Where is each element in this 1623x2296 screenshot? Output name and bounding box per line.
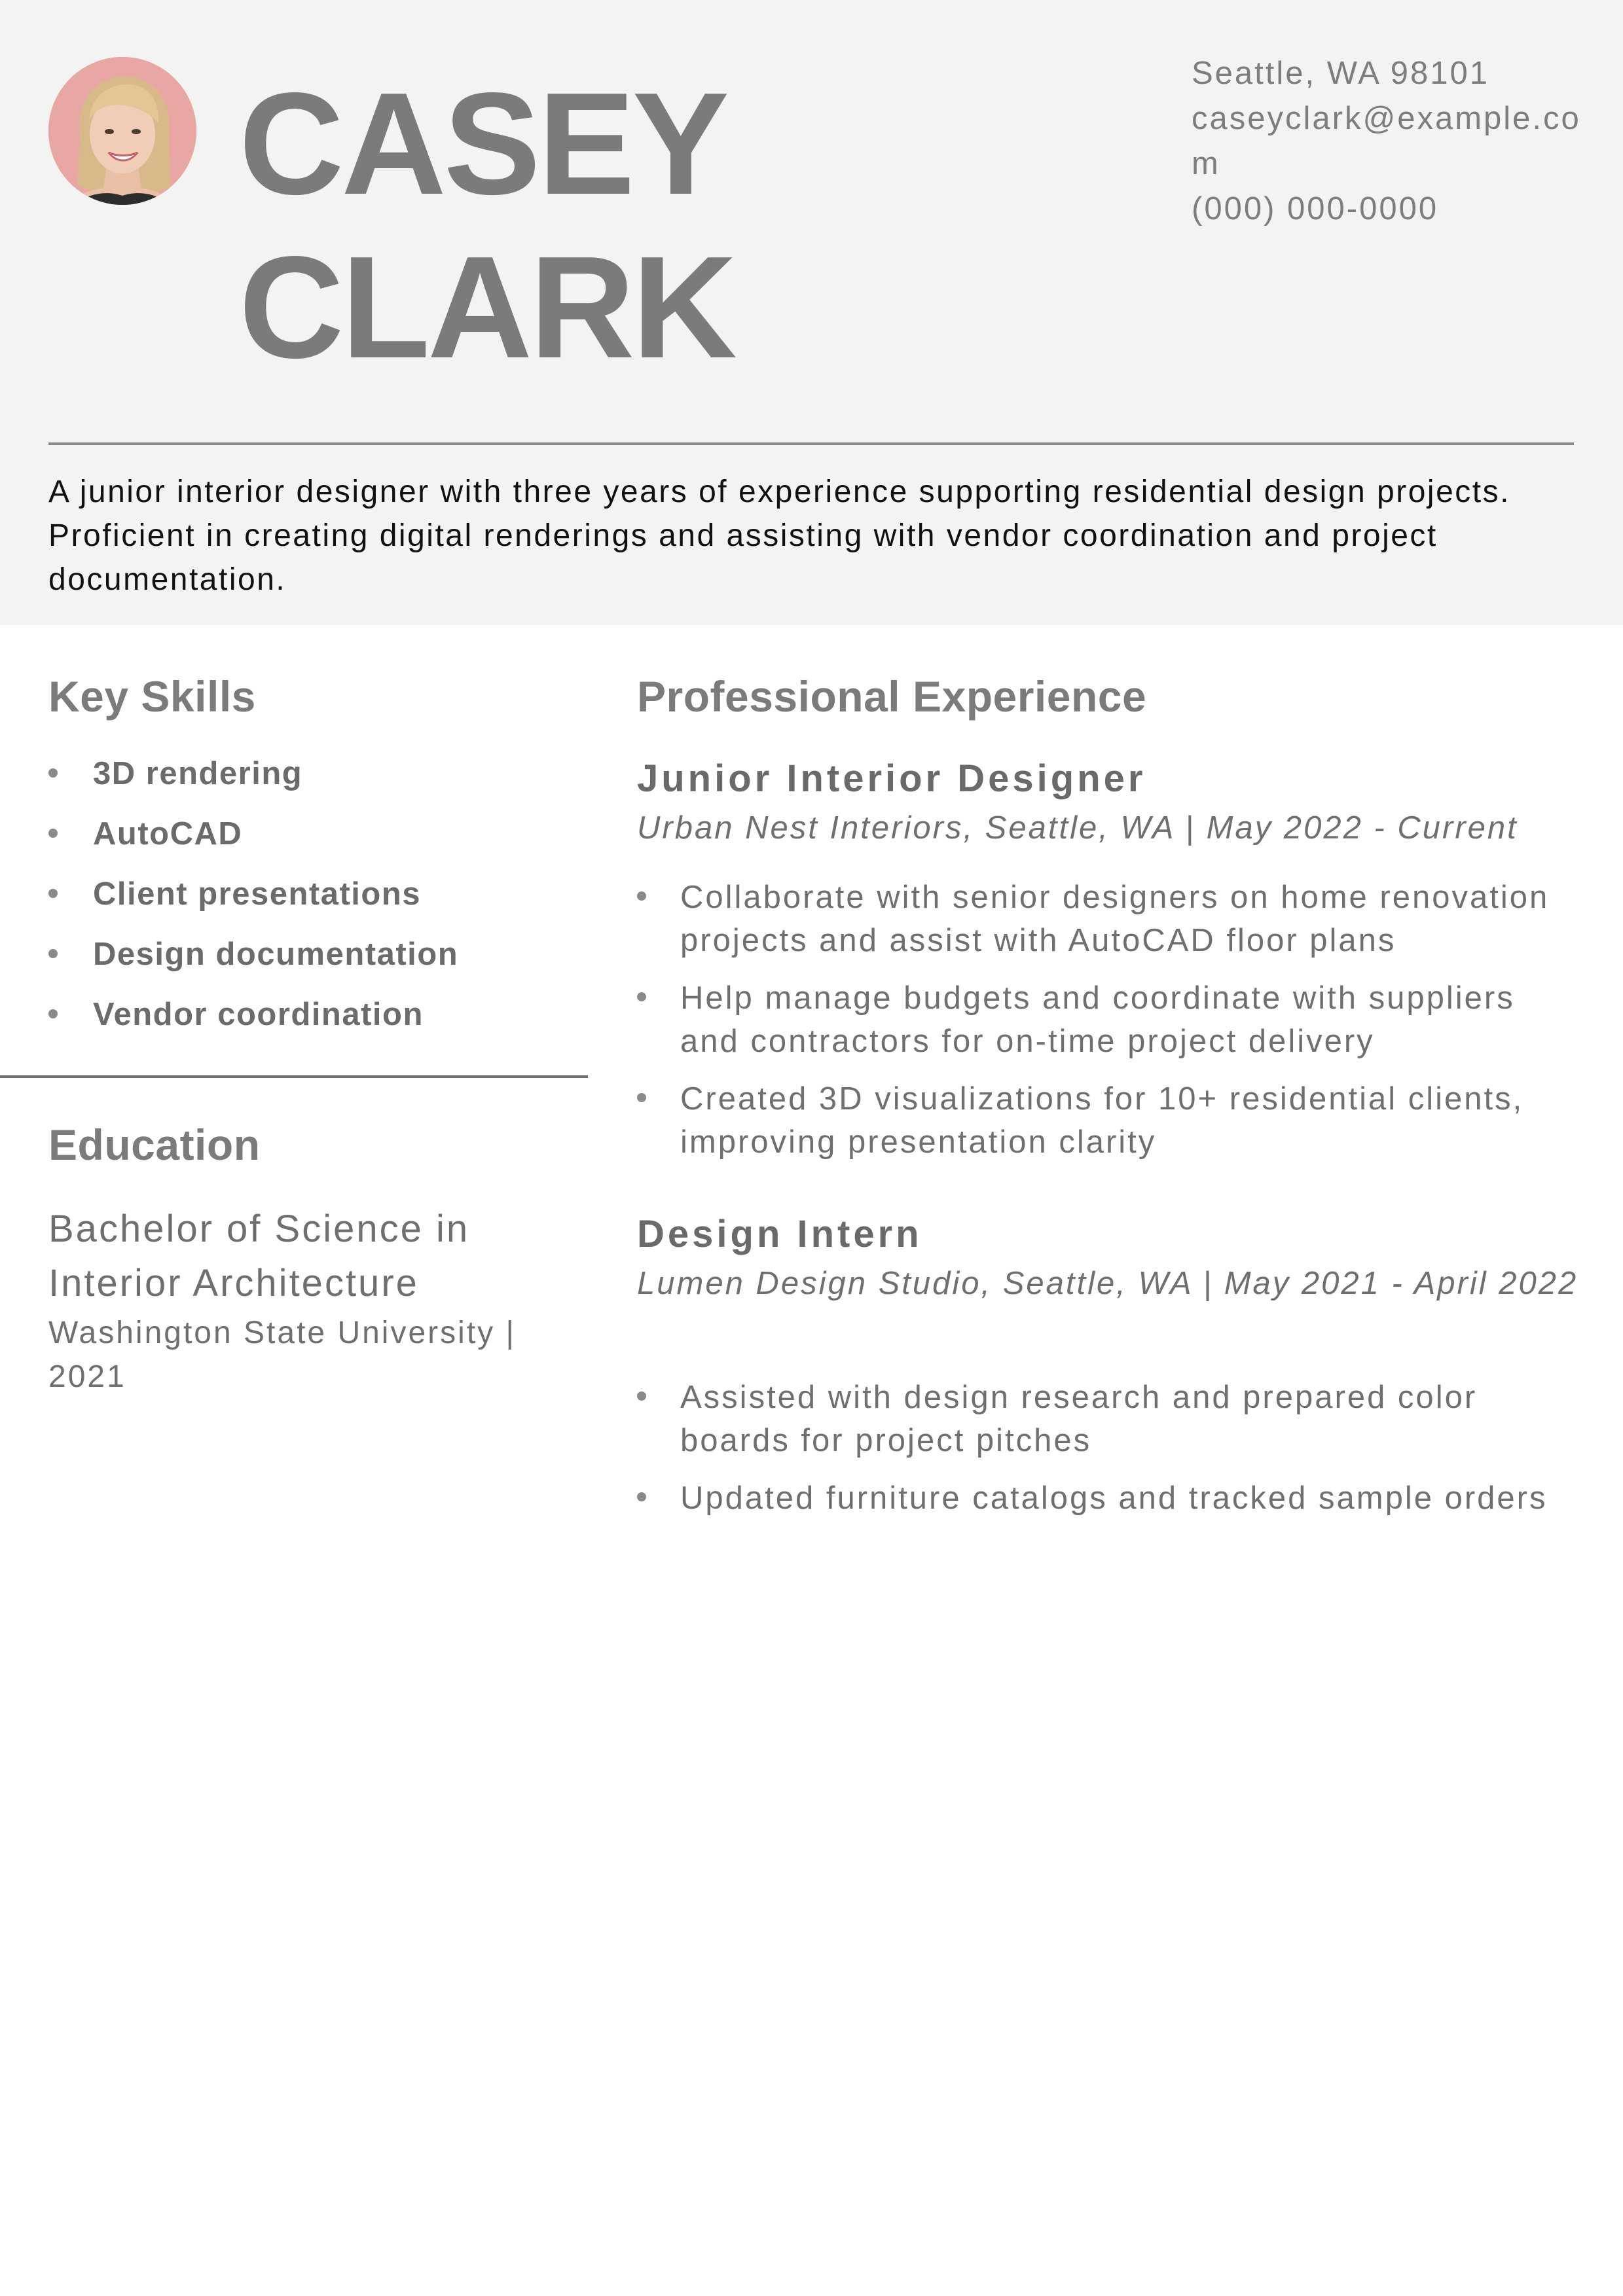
education-heading: Education: [48, 1121, 261, 1169]
contact-phone: (000) 000-0000: [1192, 191, 1439, 226]
name-first: CASEY: [239, 63, 727, 225]
job-bullet-text: Collaborate with senior designers on home renovation projects and assist with AutoCAD floor plans: [680, 880, 1550, 958]
contact-block: [1192, 51, 1584, 232]
skill-item: [48, 749, 572, 810]
experience-heading: Professional Experience: [637, 672, 1147, 721]
job-bullet: [637, 1477, 1580, 1520]
job-bullet-text: Created 3D visualizations for 10+ residential clients, improving presentation clarity: [680, 1081, 1524, 1160]
professional-summary: A junior interior designer with three years of experience supporting residential design projects. Proficient in creating digital renderings and assisting with vendor coordination and project documentation.: [48, 475, 1510, 597]
skill-item: [48, 810, 572, 870]
job-bullet: [637, 977, 1580, 1063]
name-last: CLARK: [239, 226, 735, 389]
job-title: Design Intern: [637, 1213, 922, 1255]
skill-item: [48, 990, 572, 1050]
education-degree: Bachelor of Science in Interior Architecture: [48, 1208, 470, 1304]
job-meta: Lumen Design Studio, Seattle, WA | May 2021 - April 2022: [637, 1266, 1578, 1301]
job-bullets: [637, 876, 1580, 1164]
job-bullet-text: Assisted with design research and prepared color boards for project pitches: [680, 1380, 1478, 1458]
avatar: [48, 57, 196, 205]
education-school: Washington State University | 2021: [48, 1316, 516, 1394]
skills-list: [48, 749, 572, 1050]
bullet-dot: [637, 1492, 646, 1501]
person-photo-icon: [48, 57, 196, 205]
bullet-dot: [637, 1391, 646, 1401]
job-bullet-text: Help manage budgets and coordinate with suppliers and contractors for on-time project delivery: [680, 980, 1515, 1059]
skill-label: 3D rendering: [93, 756, 303, 791]
candidate-name: [239, 62, 735, 389]
job-bullet-text: Updated furniture catalogs and tracked sample orders: [680, 1480, 1548, 1516]
bullet-dot: [48, 889, 58, 898]
skill-item: [48, 870, 572, 930]
job-title: Junior Interior Designer: [637, 757, 1146, 800]
job-bullet: [637, 1376, 1580, 1462]
job-meta: Urban Nest Interiors, Seattle, WA | May 2022 - Current: [637, 810, 1518, 846]
skills-heading: Key Skills: [48, 672, 256, 721]
bullet-dot: [48, 829, 58, 838]
job-bullet: [637, 1077, 1580, 1164]
bullet-dot: [637, 891, 646, 901]
skill-item: [48, 930, 572, 990]
header-divider: [48, 442, 1574, 445]
skill-label: Vendor coordination: [93, 997, 424, 1032]
bullet-dot: [637, 992, 646, 1001]
header-band: [0, 0, 1623, 625]
job-bullet: [637, 876, 1580, 962]
contact-email[interactable]: caseyclark@example.com: [1192, 101, 1581, 181]
bullet-dot: [48, 1009, 58, 1018]
skill-label: AutoCAD: [93, 816, 243, 852]
job-bullets: [637, 1376, 1580, 1520]
bullet-dot: [48, 949, 58, 958]
bullet-dot: [48, 768, 58, 778]
skill-label: Client presentations: [93, 876, 422, 912]
skill-label: Design documentation: [93, 937, 459, 972]
contact-location: Seattle, WA 98101: [1192, 56, 1490, 91]
bullet-dot: [637, 1093, 646, 1102]
left-column-divider: [0, 1075, 588, 1078]
